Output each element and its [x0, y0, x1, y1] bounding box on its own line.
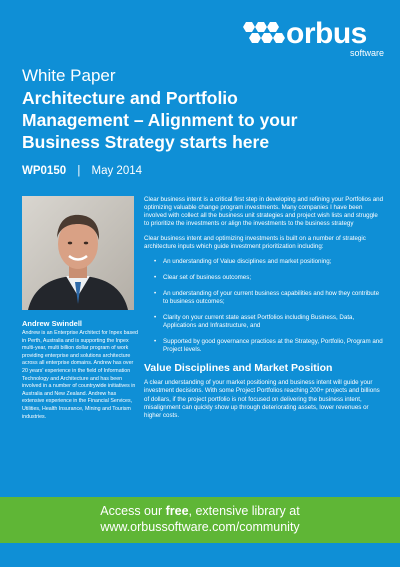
list-item: [154, 314, 384, 330]
bullet-icon: •: [154, 289, 157, 297]
banner-text: Access our: [100, 504, 166, 518]
banner-free-text: free: [165, 504, 189, 518]
list-item-text: Clear set of business outcomes;: [163, 273, 252, 281]
inputs-paragraph: Clear business intent and optimizing investments is built on a number of strategic architecture inputs which guide investment prioritization including:: [144, 235, 366, 251]
section-paragraph: A clear understanding of your market positioning and business intent will guide your investment decisions. With some Project Portfolios reaching 200+ projects and billions of dollars, if the project portfolio is not focused on delivering the business intent, misalignment can quickly show up through deteriorating assets, lower revenues or higher costs.: [144, 379, 380, 419]
document-date: May 2014: [91, 165, 143, 177]
author-bio: Andrew is an Enterprise Architect for Inpex based in Perth, Australia and is supporting the Inpex multi-year, multi billion dollar program of work providing enterprise and solutions architecture across all enterprise domains. Andrew has over 20 years' experience in the field of Information Technology and Architecture and has been involved in a number of countrywide initiatives in Australia and New Zealand. Andrew has extensive experience in the Financial Services, Utilities, Health Insurance, Mining and Tourism industries.: [22, 330, 139, 420]
list-item: [154, 338, 384, 354]
author-photo: [22, 196, 134, 310]
list-item: [154, 290, 384, 306]
logo-wordmark: orbus: [286, 17, 367, 50]
list-item-text: An understanding of Value disciplines and market positioning;: [163, 257, 332, 265]
main-content: [144, 196, 384, 420]
inputs-list: [144, 258, 384, 355]
community-link[interactable]: www.orbussoftware.com/community: [100, 520, 300, 534]
banner-text: , extensive library at: [188, 504, 300, 518]
hexagon-cluster-icon: [238, 20, 286, 48]
document-meta: [22, 164, 142, 178]
title-line: Architecture and Portfolio: [22, 88, 238, 108]
document-header: [22, 66, 392, 153]
list-item-text: Clarity on your current state asset Portfolios including Business, Data, Applications and Infrastructure, and: [163, 313, 355, 330]
meta-separator: |: [77, 165, 81, 177]
title-line: Business Strategy starts here: [22, 132, 270, 152]
intro-paragraph: Clear business intent is a critical first step in developing and refining your Portfolios and optimizing valuable change program investments. Many companies I have been involved with collect all the business unit strategies and project wish lists and struggle to prioritize the investments or align the investments to the business strategy: [144, 196, 384, 228]
list-item-text: An understanding of your current business capabilities and how they contribute to business outcomes;: [163, 289, 380, 305]
author-name: Andrew Swindell: [22, 319, 83, 328]
logo-subtitle: software: [350, 48, 385, 58]
section-heading: Value Disciplines and Market Position: [144, 362, 333, 375]
banner-line: [0, 497, 400, 519]
document-title: [22, 87, 392, 153]
community-banner[interactable]: [0, 497, 400, 543]
bullet-icon: •: [154, 338, 157, 346]
list-item: [154, 258, 384, 266]
title-line: Management – Alignment to your: [22, 110, 298, 130]
bullet-icon: •: [154, 313, 157, 321]
orbus-logo: [238, 16, 394, 66]
list-item: [154, 274, 384, 282]
document-type: White Paper: [22, 66, 116, 85]
bullet-icon: •: [154, 257, 157, 265]
list-item-text: Supported by good governance practices at the Strategy, Portfolio, Program and Project levels.: [163, 338, 383, 354]
bullet-icon: •: [154, 273, 157, 281]
document-code: WP0150: [22, 165, 67, 177]
